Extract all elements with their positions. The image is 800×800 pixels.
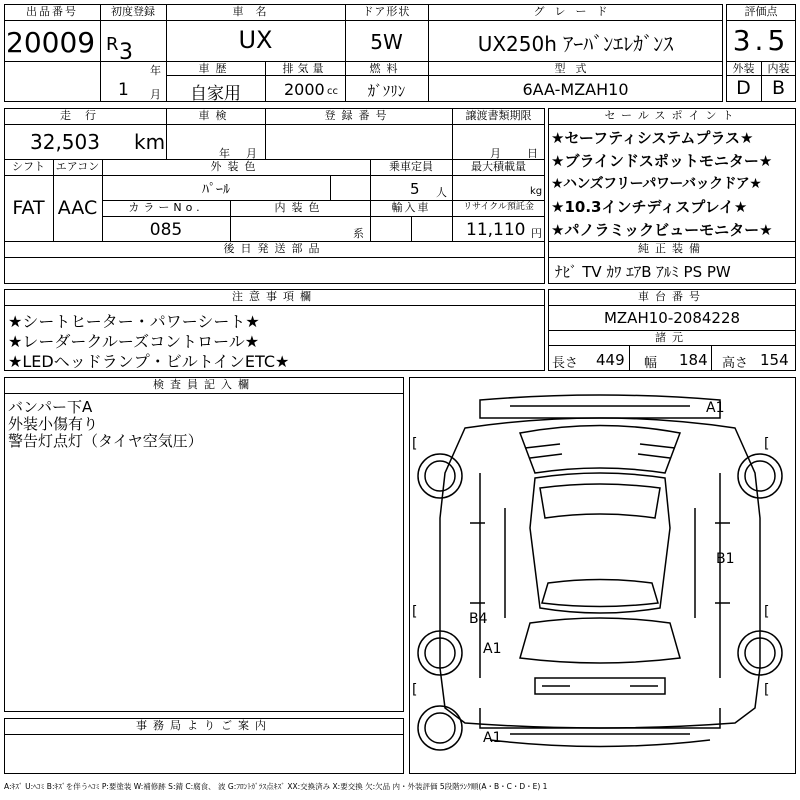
sales-point-line: ★セーフティシステムプラス★	[551, 129, 754, 147]
office-rule	[4, 734, 404, 735]
inspector-rule	[4, 393, 404, 394]
row2-rule	[4, 175, 545, 176]
diagram-bracket: [	[764, 436, 770, 452]
length-value: 449	[596, 351, 625, 369]
exterior-color-label: 外装色	[210, 160, 262, 173]
transfer-month-unit: 月	[490, 147, 501, 160]
grade-value: UX250h ｱｰﾊﾞﾝｴﾚｶﾞﾝｽ	[477, 32, 674, 56]
sales-point-line: ★10.3インチディスプレイ★	[551, 198, 748, 216]
diagram-bracket: [	[412, 436, 418, 452]
exterior-score-value: D	[736, 77, 751, 99]
row2-rule	[4, 124, 545, 125]
height-value: 154	[760, 351, 789, 369]
chassis-rule	[711, 345, 712, 371]
recycle-deposit-value: 11,110	[466, 220, 526, 240]
width-value: 184	[679, 351, 708, 369]
header-rule	[166, 75, 723, 76]
doors-value: 5W	[370, 30, 403, 54]
displacement-value: 2000	[284, 80, 325, 99]
registration-number-label: 登録番号	[324, 109, 393, 122]
max-load-label: 最大積載量	[471, 160, 526, 173]
sales-rule	[548, 124, 796, 125]
lot-number-label: 出品番号	[26, 5, 78, 18]
recycle-deposit-unit: 円	[531, 227, 542, 240]
later-shipped-parts-label: 後日発送部品	[223, 242, 326, 255]
score-value: 3.5	[732, 24, 790, 57]
standard-equipment-value: ﾅﾋﾞ TV ｶﾜ ｴｱB ｱﾙﾐ PS PW	[555, 263, 731, 281]
chassis-number-value: MZAH10-2084228	[603, 309, 741, 327]
chassis-rule	[548, 305, 796, 306]
score-label: 評価点	[744, 5, 778, 18]
car-outline-diagram	[410, 378, 795, 773]
inspector-note: 外装小傷有り	[8, 415, 99, 433]
era-value: R	[106, 34, 119, 55]
exterior-score-label: 外装	[732, 62, 755, 75]
fuel-value: ｶﾞｿﾘﾝ	[367, 82, 406, 100]
capacity-value: 5	[410, 180, 420, 198]
recycle-deposit-label: リサイクル預託金	[463, 202, 534, 212]
sales-points-title: セールスポイント	[604, 109, 740, 122]
grade-label: グレード	[533, 5, 618, 18]
mileage-unit: km	[134, 130, 166, 154]
color-number-value: 085	[149, 220, 183, 240]
shift-label: シフト	[12, 160, 45, 173]
damage-diagram	[409, 377, 796, 774]
first-registration-label: 初度登録	[111, 5, 155, 18]
month-value: 1	[118, 80, 129, 100]
interior-color-suffix: 系	[353, 227, 364, 240]
width-label: 幅	[644, 356, 658, 371]
capacity-label: 乗車定員	[389, 160, 433, 173]
chassis-rule	[629, 345, 630, 371]
length-label: 長さ	[552, 356, 579, 371]
row2-rule	[330, 175, 331, 200]
inspector-title: 検査員記入欄	[153, 378, 255, 391]
inspector-note: バンパー下A	[8, 398, 93, 416]
sales-rule	[548, 257, 796, 258]
height-label: 高さ	[722, 356, 749, 371]
ac-label: エアコン	[55, 160, 100, 173]
interior-score-label: 内装	[767, 62, 790, 75]
car-name-label: 車名	[232, 5, 279, 18]
specs-title: 諸元	[655, 331, 689, 344]
notes-title: 注意事項欄	[232, 290, 317, 303]
row2-rule	[102, 216, 545, 217]
displacement-unit: cc	[327, 86, 338, 97]
history-value: 自家用	[190, 84, 241, 104]
lot-number-value: 20009	[6, 26, 96, 59]
model-value: 6AA-MZAH10	[522, 80, 629, 99]
inspection-month-unit: 月	[246, 147, 257, 160]
damage-mark: B4	[469, 611, 488, 627]
diagram-bracket: [	[764, 682, 770, 698]
legend-footer: A:ｷｽﾞ U:ﾍｺﾐ B:ｷｽﾞを伴うﾍｺﾐ P:要塗装 W:補修跡 S:錆 C:腐食、 波 G:ﾌﾛﾝﾄｶﾞﾗｽ点ｷｽﾞ XX:交換済み X:要交換 欠:欠品 内・外装評価 5段階ﾗﾝｸ順(A・B・C・D・E) 1	[4, 782, 548, 791]
notes-rule	[4, 305, 545, 306]
damage-mark: A1	[483, 641, 502, 657]
header-rule	[100, 4, 101, 102]
color-number-label: カラーNo.	[128, 201, 204, 214]
car-name-value: UX	[238, 26, 273, 54]
displacement-label: 排気量	[282, 62, 328, 75]
standard-equipment-title: 純正装備	[638, 242, 706, 255]
damage-mark: B1	[716, 551, 735, 567]
inspection-label: 車検	[198, 109, 233, 122]
diagram-bracket: [	[764, 604, 770, 620]
capacity-unit: 人	[436, 186, 447, 199]
shift-value: FAT	[12, 197, 45, 219]
year-value: 3	[119, 40, 133, 65]
inspection-year-unit: 年	[219, 147, 230, 160]
doors-label: ドア形状	[362, 5, 411, 18]
model-label: 型式	[554, 62, 597, 75]
fuel-label: 燃料	[369, 62, 404, 75]
chassis-rule	[548, 345, 796, 346]
mileage-value: 32,503	[30, 130, 100, 154]
notes-line: ★LEDヘッドランプ・ビルトインETC★	[8, 352, 290, 371]
exterior-color-value: ﾊﾟｰﾙ	[202, 182, 230, 198]
transfer-day-unit: 日	[527, 147, 538, 160]
row2-rule	[4, 257, 545, 258]
sales-point-line: ★ブラインドスポットモニター★	[551, 152, 773, 170]
sales-point-line: ★ハンズフリーパワーバックドア★	[551, 176, 762, 192]
import-label: 輸入車	[391, 201, 431, 214]
sales-point-line: ★パノラミックビューモニター★	[551, 221, 773, 239]
interior-score-value: B	[771, 77, 786, 99]
notes-line: ★シートヒーター・パワーシート★	[8, 312, 260, 331]
interior-color-label: 内装色	[274, 201, 326, 214]
notes-line: ★レーダークルーズコントロール★	[8, 332, 260, 351]
history-label: 車歴	[198, 62, 233, 75]
month-unit: 月	[150, 88, 161, 101]
ac-value: AAC	[57, 197, 98, 219]
damage-mark: A1	[483, 730, 502, 746]
mileage-label: 走行	[60, 109, 110, 122]
office-title: 事務局よりご案内	[136, 719, 272, 732]
year-unit: 年	[150, 64, 161, 77]
header-rule	[4, 61, 100, 62]
row2-rule	[411, 216, 412, 241]
transfer-deadline-label: 譲渡書類期限	[465, 109, 532, 122]
diagram-bracket: [	[412, 604, 418, 620]
inspector-note: 警告灯点灯（タイヤ空気圧）	[8, 432, 203, 450]
chassis-number-title: 車台番号	[638, 290, 706, 303]
damage-mark: A1	[706, 400, 725, 416]
header-rule	[4, 20, 723, 21]
score-rule	[726, 20, 796, 21]
max-load-unit: kg	[530, 186, 543, 197]
diagram-bracket: [	[412, 682, 418, 698]
